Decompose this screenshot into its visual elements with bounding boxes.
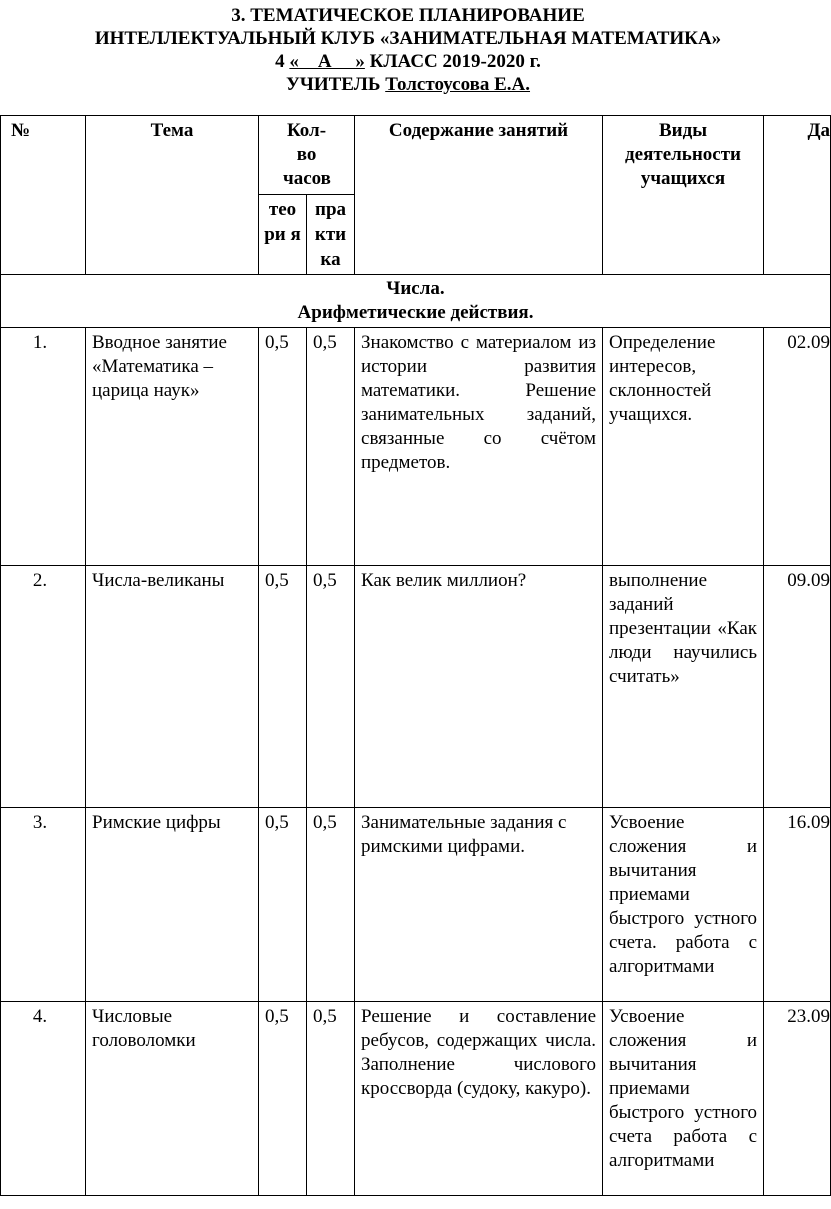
row-practice-hours: 0,5 [307, 566, 355, 808]
col-header-date: Да [764, 116, 831, 275]
row-theory-hours: 0,5 [259, 808, 307, 1002]
row-date: 23.09 [764, 1002, 831, 1196]
row-content: Занимательные задания с римскими цифрами. [355, 808, 603, 1002]
row-date: 09.09 [764, 566, 831, 808]
col-header-hours: Кол-во часов [259, 116, 355, 195]
row-practice-hours: 0,5 [307, 1002, 355, 1196]
row-number: 1. [1, 328, 86, 566]
row-activities: Усвоение сложения и вычитания приемами быстрого устного счета. работа с алгоритмами [603, 808, 764, 1002]
row-theory-hours: 0,5 [259, 1002, 307, 1196]
row-content: Решение и составление ребусов, содержащих числа. Заполнение числового кроссворда (судоку, какуро). [355, 1002, 603, 1196]
plan-table [0, 115, 831, 1196]
row-theory-hours: 0,5 [259, 566, 307, 808]
row-topic: Числовые головоломки [86, 1002, 259, 1196]
teacher-name: Толстоусова Е.А. [385, 74, 531, 95]
section-row [1, 275, 831, 328]
row-number: 2. [1, 566, 86, 808]
section-title [1, 275, 831, 328]
row-number: 3. [1, 808, 86, 1002]
class-year: КЛАСС 2019-2020 г. [369, 51, 541, 72]
class-letter: « А » [289, 51, 365, 72]
row-activities: Усвоение сложения и вычитания приемами быстрого устного счета работа с алгоритмами [603, 1002, 764, 1196]
col-header-theory: тео ри я [259, 195, 307, 275]
row-topic: Числа-великаны [86, 566, 259, 808]
row-topic: Вводное занятие «Математика – царица наук» [86, 328, 259, 566]
row-practice-hours: 0,5 [307, 328, 355, 566]
class-line [0, 50, 816, 73]
class-number: 4 [275, 51, 285, 72]
teacher-label: УЧИТЕЛЬ [285, 74, 381, 95]
table-row [1, 808, 831, 1002]
section-title-line-2: Арифметические действия. [297, 302, 534, 323]
teacher-line [0, 73, 816, 96]
row-activities: Определение интересов, склонностей учащихся. [603, 328, 764, 566]
title-line-1: 3. ТЕМАТИЧЕСКОЕ ПЛАНИРОВАНИЕ [231, 5, 585, 26]
table-row [1, 328, 831, 566]
section-title-line-1: Числа. [386, 278, 445, 299]
row-date: 02.09 [764, 328, 831, 566]
header-row [1, 116, 831, 195]
col-header-num: № [1, 116, 86, 275]
row-number: 4. [1, 1002, 86, 1196]
col-header-topic: Тема [86, 116, 259, 275]
table-row [1, 1002, 831, 1196]
row-content: Знакомство с материалом из истории развития математики. Решение занимательных заданий, связанные со счётом предметов. [355, 328, 603, 566]
col-header-activities: Виды деятельности учащихся [603, 116, 764, 275]
row-date: 16.09 [764, 808, 831, 1002]
row-content: Как велик миллион? [355, 566, 603, 808]
col-header-content: Содержание занятий [355, 116, 603, 275]
document-title [0, 4, 816, 96]
row-activities: выполнение заданий презентации «Как люди научились считать» [603, 566, 764, 808]
row-theory-hours: 0,5 [259, 328, 307, 566]
title-line-2: ИНТЕЛЛЕКТУАЛЬНЫЙ КЛУБ «ЗАНИМАТЕЛЬНАЯ МАТЕМАТИКА» [94, 28, 722, 49]
col-header-practice: пра кти ка [307, 195, 355, 275]
table-row [1, 566, 831, 808]
row-topic: Римские цифры [86, 808, 259, 1002]
row-practice-hours: 0,5 [307, 808, 355, 1002]
